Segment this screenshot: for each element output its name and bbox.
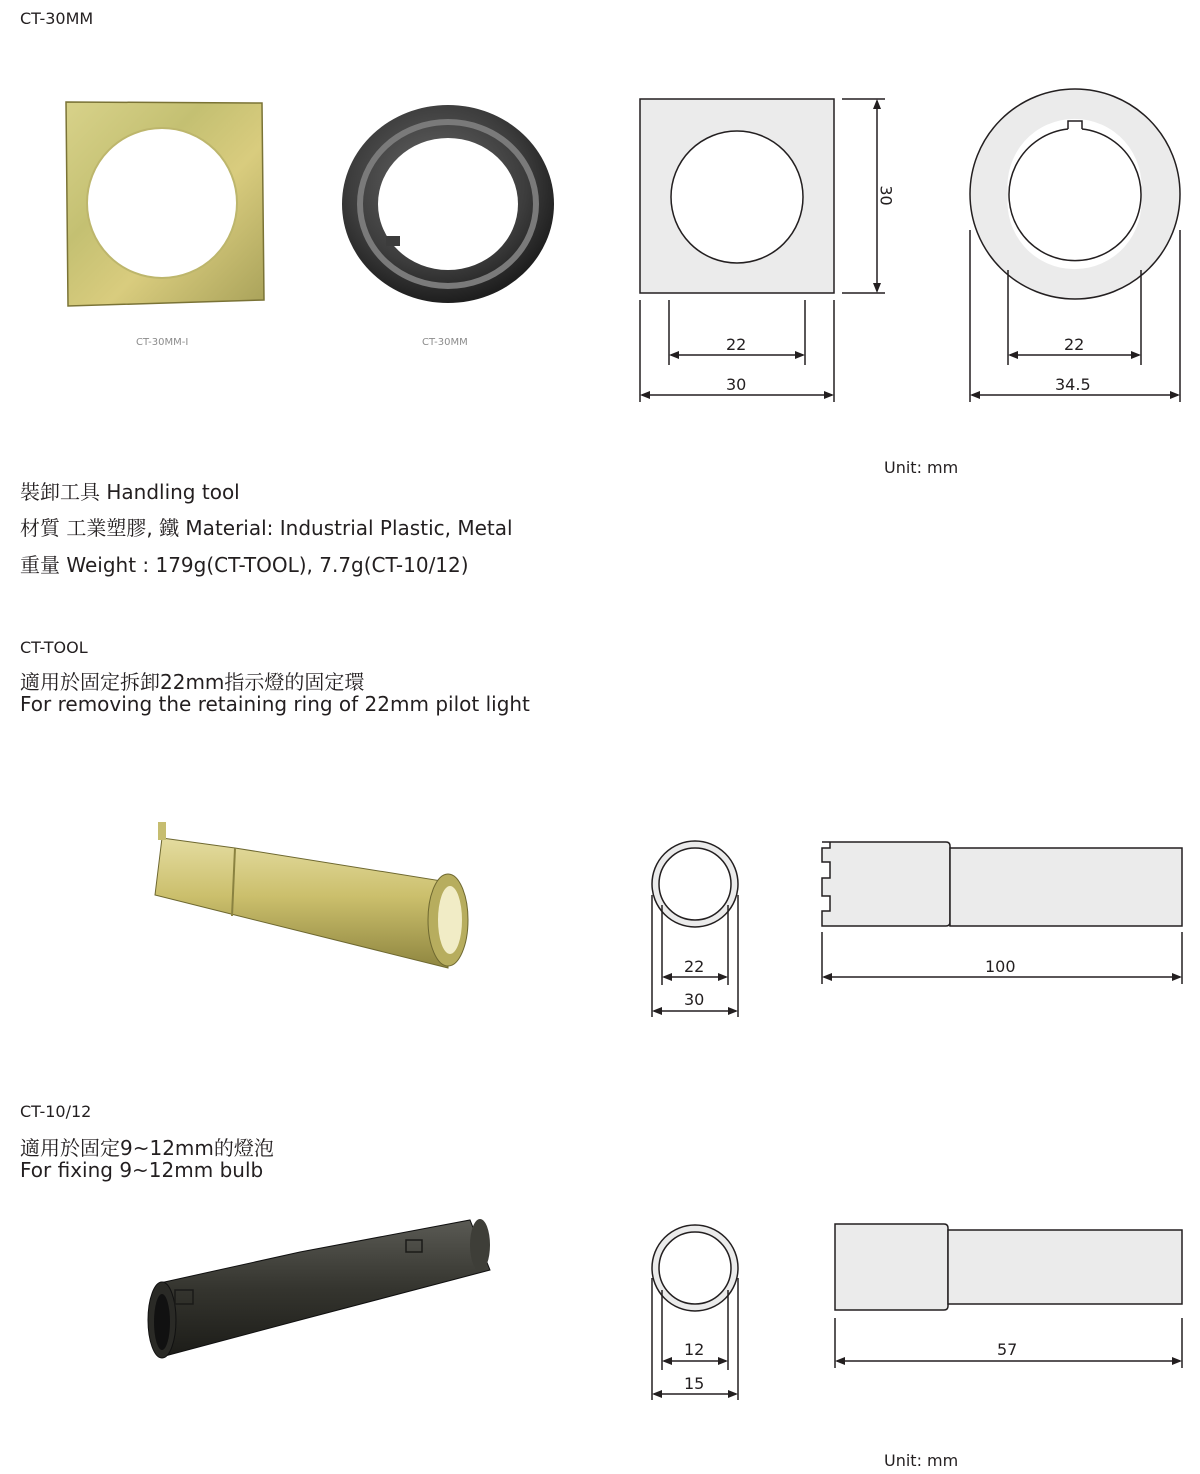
ct-tool-dim-length: 100	[985, 957, 1016, 976]
ct-10-12-desc-zh: 適用於固定9~12mm的燈泡	[20, 1136, 274, 1160]
spec-handling-tool: 裝卸工具 Handling tool	[20, 480, 240, 504]
ct-10-12-dim-length: 57	[997, 1340, 1018, 1359]
ct-tool-desc-en: For removing the retaining ring of 22mm pilot light	[20, 692, 530, 716]
dim-square-height: 30	[876, 185, 896, 206]
unit-label-bottom: Unit: mm	[884, 1451, 959, 1470]
unit-label-top: Unit: mm	[884, 458, 959, 477]
dim-square-inner: 22	[726, 335, 747, 354]
ct-10-12-desc-en: For fixing 9~12mm bulb	[20, 1158, 264, 1182]
dim-ring-inner: 22	[1064, 335, 1085, 354]
model-title-ct-10-12: CT-10/12	[20, 1102, 92, 1121]
model-title-ct-tool: CT-TOOL	[20, 638, 88, 657]
photo-caption-ct-30mm-i: CT-30MM-I	[136, 337, 189, 348]
ct-10-12-dim-inner: 12	[684, 1340, 705, 1359]
ct-tool-dim-outer: 30	[684, 990, 705, 1009]
model-title-ct-30mm: CT-30MM	[20, 9, 94, 28]
spec-material: 材質 工業塑膠, 鐵 Material: Industrial Plastic, Metal	[20, 516, 513, 540]
photo-caption-ct-30mm: CT-30MM	[422, 337, 468, 348]
ct-tool-dim-inner: 22	[684, 957, 705, 976]
ct-10-12-dim-outer: 15	[684, 1374, 705, 1393]
dim-square-outer: 30	[726, 375, 747, 394]
spec-weight: 重量 Weight : 179g(CT-TOOL), 7.7g(CT-10/12)	[20, 553, 469, 577]
ct-tool-desc-zh: 適用於固定拆卸22mm指示燈的固定環	[20, 670, 365, 694]
dim-ring-outer: 34.5	[1055, 375, 1091, 394]
